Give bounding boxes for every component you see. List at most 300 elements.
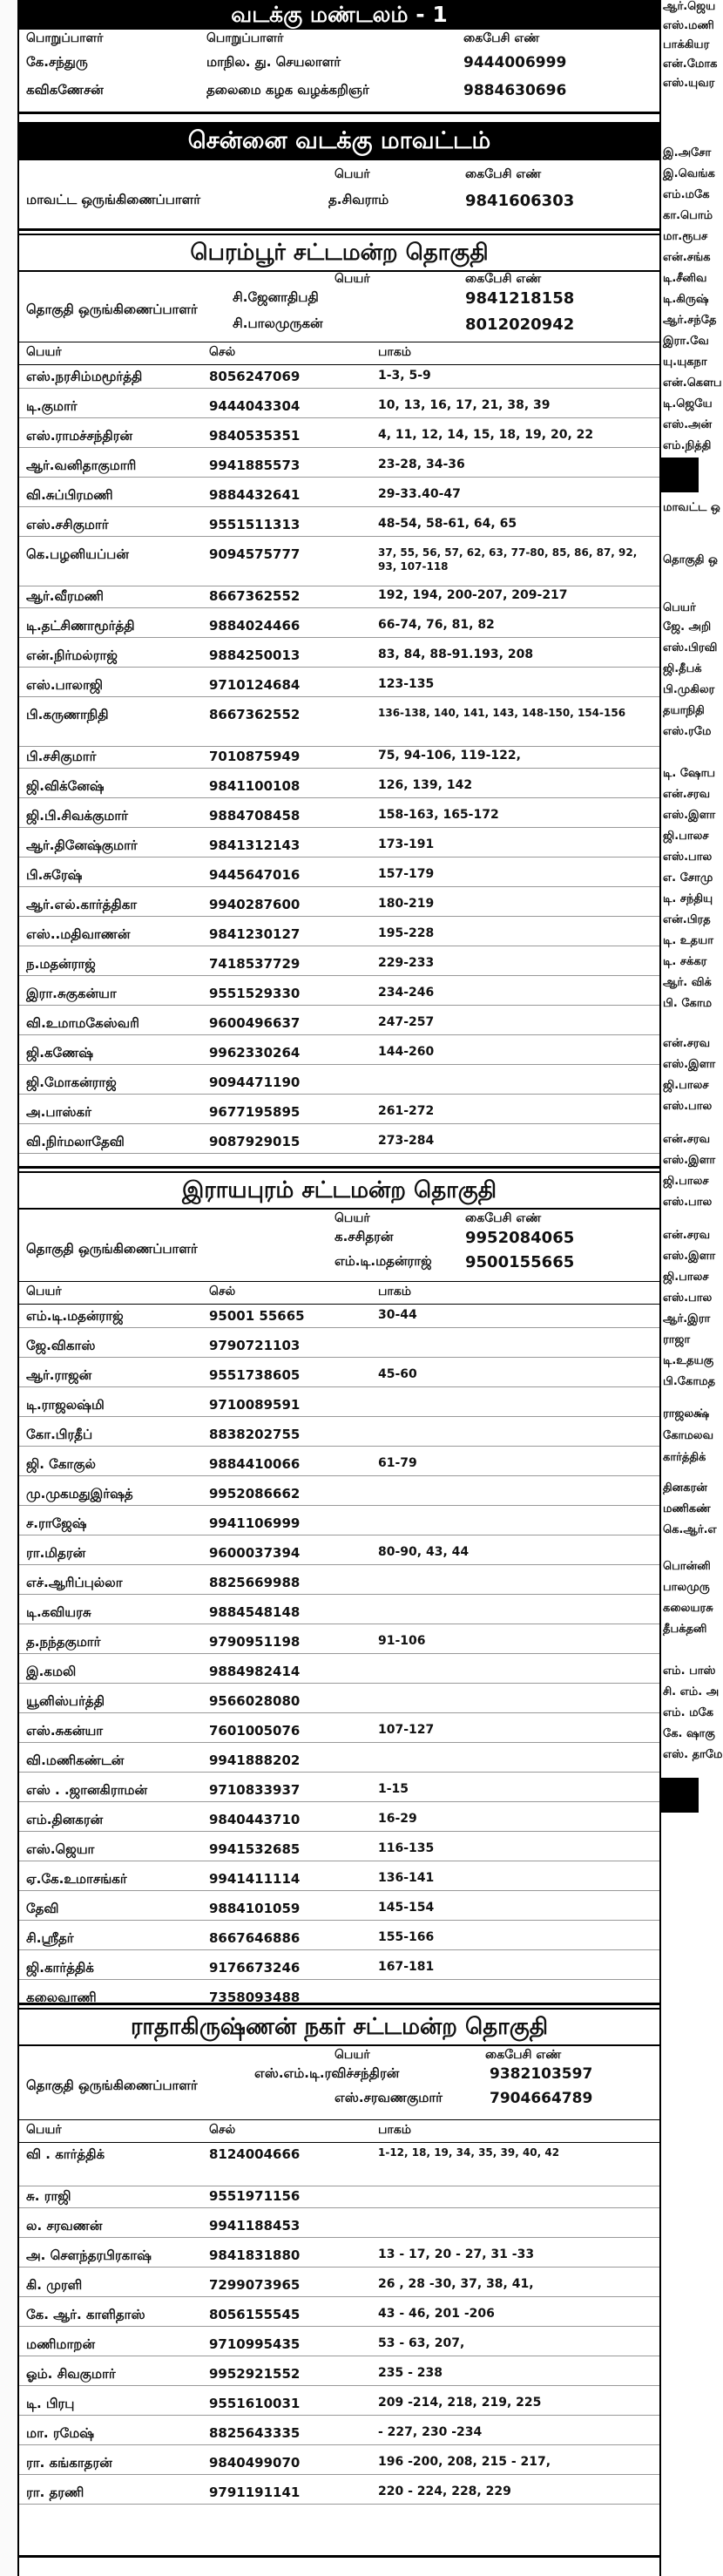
table-row: [19, 1454, 659, 1476]
phone-number: 9962330264: [209, 1045, 301, 1061]
clipped-text: சி. எம். அ: [663, 1685, 720, 1698]
phone-number: 9884630696: [463, 82, 567, 99]
phone-number: 9551738605: [209, 1367, 301, 1383]
table-row: [19, 2215, 659, 2238]
phone-number: 9094471190: [209, 1074, 301, 1090]
table-row: [19, 1957, 659, 1980]
person-name: ஆர்.ராஜன்: [26, 1367, 92, 1383]
phone-number: 9444006999: [463, 54, 567, 71]
table-row: [19, 894, 659, 917]
clipped-text: ஆர்.சந்தே: [663, 314, 717, 327]
phone-number: 7904664789: [490, 2090, 593, 2107]
booth-numbers: 45-60: [378, 1367, 417, 1381]
header-cell: செல்: [209, 345, 236, 359]
table-row: [19, 746, 659, 769]
table-row: [19, 544, 659, 586]
person-name: அ.பாஸ்கர்: [26, 1104, 91, 1120]
person-name: ஜி. கோகுல்: [26, 1456, 96, 1472]
person-name: எஸ்..மதிவாணன்: [26, 926, 131, 942]
chennai-north-headers: [19, 167, 659, 185]
booth-numbers: 167-181: [378, 1960, 435, 1974]
clipped-text: ராஜலக்ஷ்: [663, 1407, 710, 1420]
person-name: டி.குமார்: [26, 398, 78, 414]
phone-number: 8838202755: [209, 1427, 301, 1442]
phone-number: 9840499070: [209, 2455, 301, 2471]
phone-number: 8667362552: [209, 588, 301, 604]
header-responsible-1: பொறுப்பாளர்: [26, 31, 104, 45]
clipped-text: மணிகண்: [663, 1502, 711, 1515]
person-name: எம்.தினகரன்: [26, 1812, 104, 1827]
table-row: [19, 835, 659, 858]
person-name: என்.நிர்மல்ராஜ்: [26, 647, 118, 663]
person-name: ரா.மிதரன்: [26, 1545, 86, 1561]
person-name: ஜி.விக்னேஷ்: [26, 778, 105, 794]
clipped-text: மா.ரூபச: [663, 230, 708, 243]
clipped-text: என்.கௌப: [663, 376, 722, 390]
phone-number: 9840535351: [209, 428, 301, 444]
table-row: [19, 425, 659, 448]
table-row: [19, 776, 659, 798]
person-name: மு.முகமதுஇர்ஷத்: [26, 1486, 133, 1502]
person-name: கி. முரளி: [26, 2277, 83, 2293]
table-row: [19, 2144, 659, 2186]
person-name: பி.சுரேஷ்: [26, 867, 83, 883]
phone-number: 9566028080: [209, 1693, 301, 1709]
phone-number: 8825643335: [209, 2425, 301, 2441]
header-mobile: கைபேசி எண்: [465, 272, 542, 286]
table-row: [19, 1542, 659, 1565]
phone-number: 9941885573: [209, 458, 301, 473]
clipped-text: யு.யுகநா: [663, 356, 707, 369]
person-name: ஆர்.வனிதாகுமாரி: [26, 458, 137, 473]
clipped-banner: [661, 458, 699, 492]
table-row: [19, 805, 659, 828]
table-row: [19, 1305, 659, 1328]
phone-number: 9710124684: [209, 677, 301, 693]
clipped-text: டி.கிருஷ்: [663, 293, 709, 306]
booth-numbers: 247-257: [378, 1015, 435, 1029]
booth-numbers: 75, 94-106, 119-122,: [378, 749, 521, 763]
person-role: தலைமை கழக வழக்கறிஞர்: [206, 82, 369, 98]
clipped-text: எஸ்.இளா: [663, 1154, 716, 1167]
phone-number: 8012020942: [465, 315, 575, 334]
person-name: டி. பிரபு: [26, 2396, 75, 2411]
table-row: [19, 1483, 659, 1506]
phone-number: 9551511313: [209, 517, 301, 532]
phone-number: 8667362552: [209, 707, 301, 722]
table-row: [19, 1691, 659, 1713]
clipped-text: எம்.மகே: [663, 188, 710, 201]
main-column: [19, 0, 659, 2576]
clipped-text: பொன்னி: [663, 1560, 711, 1573]
phone-number: 9444043304: [209, 398, 301, 414]
booth-numbers: 220 - 224, 228, 229: [378, 2484, 511, 2498]
phone-number: 9094575777: [209, 546, 301, 562]
person-name: இ.கமலி: [26, 1664, 77, 1679]
person-name: இரா.சுகுகன்யா: [26, 986, 117, 1001]
person-name: ச.ராஜேஷ்: [26, 1515, 87, 1531]
clipped-text: எஸ்.பிரவி: [663, 641, 718, 654]
clipped-text: டி.ஜெயே: [663, 397, 713, 410]
booth-numbers: 192, 194, 200-207, 209-217: [378, 588, 568, 602]
person-name: எஸ்.ஜெயா: [26, 1841, 95, 1857]
booth-numbers: 144-260: [378, 1045, 435, 1059]
person-name: வி . கார்த்திக்: [26, 2146, 105, 2162]
table-row: [19, 1335, 659, 1358]
north-zone-headers: [19, 31, 659, 51]
clipped-text: எஸ்.அன்: [663, 418, 713, 431]
clipped-text: ஆர். விக்: [663, 976, 712, 989]
header-name: பெயர்: [334, 2048, 370, 2062]
phone-number: 7358093488: [209, 1990, 301, 2005]
clipped-text: என்.பிரத: [663, 913, 711, 926]
clipped-text: ஆர்.இரா: [663, 1312, 711, 1325]
table-row: [19, 1365, 659, 1387]
table-row: [19, 485, 659, 507]
person-name: ஏ.கே.உமாசங்கர்: [26, 1871, 127, 1887]
person-name: எஸ்.சரவணகுமார்: [334, 2090, 443, 2105]
header-name: பெயர்: [26, 1285, 62, 1298]
phone-number: 9884708458: [209, 808, 301, 824]
perambur-coord-headers: [19, 272, 659, 289]
phone-number: 9841831880: [209, 2247, 301, 2263]
clipped-text: எம். பாஸ்: [663, 1664, 716, 1678]
booth-numbers: 157-179: [378, 867, 435, 881]
person-role: மாநில. து. செயலாளர்: [206, 54, 341, 70]
person-name: வி.உமாமகேஸ்வரி: [26, 1015, 139, 1031]
clipped-text: பெயர்: [663, 601, 696, 614]
booth-numbers: 107-127: [378, 1723, 435, 1737]
phone-number: 9791191141: [209, 2484, 301, 2500]
header-mobile: கைபேசி எண்: [485, 2048, 562, 2062]
phone-number: 9884024466: [209, 618, 301, 634]
clipped-text: ஜி.பாலச: [663, 1079, 709, 1092]
booth-numbers: 13 - 17, 20 - 27, 31 -33: [378, 2247, 535, 2261]
table-row: [19, 2363, 659, 2386]
table-row: [19, 1042, 659, 1065]
person-name: ந.மதன்ராஜ்: [26, 956, 96, 972]
district-coordinator-row: [19, 192, 659, 216]
booth-numbers: 180-219: [378, 897, 435, 911]
clipped-text: ஆர்.ஜெய: [663, 0, 716, 13]
table-row: [19, 2393, 659, 2416]
clipped-text: கெ.ஆர்.எ: [663, 1523, 717, 1536]
phone-number: 9941188453: [209, 2218, 301, 2234]
booth-numbers: 29-33.40-47: [378, 487, 461, 501]
person-name: ஆர்.தினேஷ்குமார்: [26, 837, 138, 853]
clipped-text: எஸ்.யுவர: [663, 77, 715, 90]
clipped-text: கோமலவ: [663, 1429, 714, 1442]
person-name: பி.சசிகுமார்: [26, 749, 97, 764]
person-name: கவிகணேசன்: [26, 82, 104, 98]
header-name: பெயர்: [334, 272, 370, 286]
table-row: [19, 615, 659, 638]
booth-numbers: 1-12, 18, 19, 34, 35, 39, 40, 42: [378, 2146, 560, 2159]
clipped-text: தீபக்தனி: [663, 1623, 707, 1636]
table-row: [19, 953, 659, 976]
phone-number: 9884432641: [209, 487, 301, 503]
booth-numbers: 116-135: [378, 1841, 435, 1855]
table-row: [19, 1513, 659, 1535]
person-name: வி.நிர்மலாதேவி: [26, 1134, 125, 1149]
phone-number: 9600037394: [209, 1545, 301, 1561]
clipped-text: என்.சரவ: [663, 1037, 711, 1050]
header-mobile: கைபேசி எண்: [465, 1211, 542, 1225]
clipped-text: டி.சீனிவ: [663, 272, 707, 285]
person-name: ஓம். சிவகுமார்: [26, 2366, 116, 2382]
table-row: [19, 2423, 659, 2445]
royapuram-coordinators: [19, 1229, 659, 1278]
table-row: [19, 1013, 659, 1035]
phone-number: 8825669988: [209, 1575, 301, 1590]
rk-nagar-title: ராதாகிருஷ்ணன் நகர் சட்டமன்ற தொகுதி: [19, 2008, 659, 2046]
clipped-text: தொகுதி ஒ: [663, 553, 718, 566]
phone-number: 8056155545: [209, 2307, 301, 2322]
person-name: ஜி.பி.சிவக்குமார்: [26, 808, 129, 824]
booth-numbers: 66-74, 76, 81, 82: [378, 618, 495, 632]
rk-nagar-coordinators: [19, 2065, 659, 2116]
header-cell: செல்: [209, 2123, 236, 2137]
person-name: சி.பாலமுருகன்: [233, 315, 323, 331]
person-name: ரா. கங்காதரன்: [26, 2455, 112, 2471]
table-row: [19, 1868, 659, 1891]
person-name: எஸ்.சுகன்யா: [26, 1723, 104, 1739]
booth-numbers: 26 , 28 -30, 37, 38, 41,: [378, 2277, 534, 2291]
clipped-text: எம்.நித்தி: [663, 439, 712, 452]
clipped-text: இ.அசோ: [663, 146, 712, 159]
booth-numbers: 43 - 46, 201 -206: [378, 2307, 495, 2321]
booth-numbers: 1-3, 5-9: [378, 369, 431, 383]
role-label: மாவட்ட ஒருங்கிணைப்பாளர்: [26, 192, 201, 207]
header-cell: செல்: [209, 1285, 236, 1298]
booth-numbers: 196 -200, 208, 215 - 217,: [378, 2455, 551, 2469]
table-row: [19, 2482, 659, 2505]
phone-number: 9710995435: [209, 2336, 301, 2352]
person-name: கே. ஆர். காளிதாஸ்: [26, 2307, 145, 2322]
booth-numbers: 48-54, 58-61, 64, 65: [378, 517, 517, 531]
header-mobile: கைபேசி எண்: [463, 31, 540, 45]
phone-number: 9940287600: [209, 897, 301, 912]
phone-number: 9600496637: [209, 1015, 301, 1031]
clipped-text: ஜே. அறி: [663, 620, 712, 634]
person-name: ரா. தரணி: [26, 2484, 84, 2500]
phone-number: 9710089591: [209, 1397, 301, 1413]
table-row: [19, 1631, 659, 1654]
clipped-text: எஸ்.இளா: [663, 1058, 716, 1071]
north-zone-row: [19, 82, 659, 106]
clipped-text: ராஜா: [663, 1333, 691, 1346]
table-row: [19, 1779, 659, 1802]
clipped-text: தினகரன்: [663, 1481, 707, 1495]
header-responsible-2: பொறுப்பாளர்: [206, 31, 284, 45]
person-name: மா. ரமேஷ்: [26, 2425, 95, 2441]
booth-numbers: 145-154: [378, 1901, 435, 1915]
booth-numbers: 4, 11, 12, 14, 15, 18, 19, 20, 22: [378, 428, 594, 442]
booth-numbers: 173-191: [378, 837, 435, 851]
header-booth: பாகம்: [378, 1285, 411, 1298]
booth-numbers: 136-141: [378, 1871, 435, 1885]
table-row: [19, 675, 659, 697]
phone-number: 9551971156: [209, 2188, 301, 2204]
clipped-text: எஸ்.பால: [663, 1100, 713, 1113]
rk-nagar-coord-headers: [19, 2048, 659, 2065]
clipped-text: தயாநிதி: [663, 704, 705, 717]
phone-number: 9551610031: [209, 2396, 301, 2411]
clipped-text: டி. ஷோப: [663, 767, 716, 780]
table-row: [19, 1750, 659, 1773]
clipped-text: பி. கோம: [663, 997, 713, 1010]
north-zone-banner: வடக்கு மண்டலம் - 1: [19, 0, 659, 30]
phone-number: 9952086662: [209, 1486, 301, 1502]
phone-number: 9841606303: [465, 192, 575, 210]
person-name: மணிமாறன்: [26, 2336, 96, 2352]
booth-numbers: 23-28, 34-36: [378, 458, 465, 471]
person-name: டி.கவியரசு: [26, 1604, 91, 1620]
table-row: [19, 983, 659, 1006]
phone-number: 9176673246: [209, 1960, 301, 1976]
person-name: ஆர்.எல்.கார்த்திகா: [26, 897, 138, 912]
clipped-text: என்.சரவ: [663, 1133, 711, 1146]
header-mobile: கைபேசி எண்: [465, 167, 542, 181]
phone-number: 9941411114: [209, 1871, 301, 1887]
phone-number: 95001 55665: [209, 1308, 305, 1324]
phone-number: 9941106999: [209, 1515, 301, 1531]
clipped-text: டி. சக்கர: [663, 955, 707, 968]
table-row: [19, 2452, 659, 2475]
clipped-text: இரா.வே: [663, 335, 709, 348]
clipped-text: எஸ்.இளா: [663, 1250, 716, 1263]
person-name: யூனிஸ்பர்த்தி: [26, 1693, 105, 1709]
clipped-text: பாக்கியர: [663, 38, 710, 51]
clipped-text: இ.வெங்க: [663, 167, 715, 180]
clipped-text: எ. சோமு: [663, 871, 713, 885]
rk-nagar-col-headers: [19, 2123, 659, 2142]
person-name: கலைவாணி: [26, 1990, 97, 2005]
phone-number: 9941532685: [209, 1841, 301, 1857]
table-row: [19, 704, 659, 747]
phone-number: 7418537729: [209, 956, 301, 972]
royapuram-col-headers: [19, 1285, 659, 1304]
header-name: பெயர்: [334, 1211, 370, 1225]
booth-numbers: - 227, 230 -234: [378, 2425, 483, 2439]
clipped-text: டி.உதயகு: [663, 1354, 714, 1367]
clipped-text: எஸ்.பால: [663, 1196, 713, 1209]
phone-number: 9790951198: [209, 1634, 301, 1650]
phone-number: 9884982414: [209, 1664, 301, 1679]
table-row: [19, 2274, 659, 2297]
booth-numbers: 234-246: [378, 986, 435, 1000]
table-row: [19, 1661, 659, 1684]
booth-numbers: 91-106: [378, 1634, 426, 1648]
clipped-text: மாவட்ட ஒ: [663, 501, 720, 514]
person-name: பி.கருணாநிதி: [26, 707, 109, 722]
booth-numbers: 10, 13, 16, 17, 21, 38, 39: [378, 398, 551, 412]
table-row: [19, 864, 659, 887]
table-row: [19, 1102, 659, 1124]
person-name: சி.ஸ்ரீதர்: [26, 1930, 74, 1946]
table-row: [19, 645, 659, 668]
clipped-text: எம். மகே: [663, 1706, 714, 1719]
phone-number: 9841230127: [209, 926, 301, 942]
booth-numbers: 53 - 63, 207,: [378, 2336, 465, 2350]
person-name: ஆர்.வீரமணி: [26, 588, 104, 604]
person-name: சி.ஜேனாதிபதி: [233, 289, 319, 305]
clipped-text: எஸ்.பால: [663, 851, 713, 864]
person-name: க.சசிதரன்: [334, 1229, 394, 1244]
booth-numbers: 261-272: [378, 1104, 435, 1118]
booth-numbers: 83, 84, 88-91.193, 208: [378, 647, 534, 661]
phone-number: 9884101059: [209, 1901, 301, 1916]
person-name: த.நந்தகுமார்: [26, 1634, 101, 1650]
clipped-text: டி. உதயா: [663, 934, 714, 947]
person-name: எஸ் . .ஜானகிராமன்: [26, 1782, 148, 1798]
clipped-text: என்.மோக: [663, 58, 718, 71]
person-name: ஜி.கார்த்திக்: [26, 1960, 94, 1976]
clipped-text: என்.சங்க: [663, 251, 711, 264]
person-name: கெ.பழனியப்பன்: [26, 546, 129, 562]
table-row: [19, 455, 659, 478]
phone-number: 9884548148: [209, 1604, 301, 1620]
person-name: எஸ்.பாலாஜி: [26, 677, 104, 693]
table-row: [19, 396, 659, 418]
phone-number: 8667646886: [209, 1930, 301, 1946]
booth-numbers: 136-138, 140, 141, 143, 148-150, 154-156: [378, 707, 626, 719]
phone-number: 9952084065: [465, 1229, 575, 1247]
table-row: [19, 1839, 659, 1861]
booth-numbers: 123-135: [378, 677, 435, 691]
table-row: [19, 514, 659, 537]
person-name: எஸ்.நரசிம்மமூர்த்தி: [26, 369, 143, 384]
clipped-text: டி. சந்தியு: [663, 892, 713, 905]
person-name: தேவி: [26, 1901, 59, 1916]
header-booth: பாகம்: [378, 345, 411, 359]
table-row: [19, 1720, 659, 1743]
perambur-col-headers: [19, 345, 659, 364]
clipped-text: எஸ்.இளா: [663, 809, 716, 822]
table-row: [19, 1809, 659, 1832]
booth-numbers: 209 -214, 218, 219, 225: [378, 2396, 542, 2410]
booth-numbers: 37, 55, 56, 57, 62, 63, 77-80, 85, 86, 87, 92, 93, 107-118: [378, 546, 638, 573]
person-name: ஜி.கணேஷ்: [26, 1045, 94, 1061]
table-row: [19, 1424, 659, 1447]
chennai-north-banner: சென்னை வடக்கு மாவட்டம்: [19, 122, 659, 160]
person-name: வி.மணிகண்டன்: [26, 1752, 125, 1768]
person-name: எம்.டி.மதன்ராஜ்: [26, 1308, 124, 1324]
clipped-text: ஜி.பாலச: [663, 1271, 709, 1284]
booth-numbers: 158-163, 165-172: [378, 808, 499, 822]
booth-numbers: 1-15: [378, 1782, 409, 1796]
person-name: அ. சௌந்தரபிரகாஷ்: [26, 2247, 152, 2263]
phone-number: 8056247069: [209, 369, 301, 384]
person-name: டி.தட்சிணாமூர்த்தி: [26, 618, 135, 634]
phone-number: 9941888202: [209, 1752, 301, 1768]
clipped-text: எஸ்.ரமே: [663, 725, 712, 738]
phone-number: 9445647016: [209, 867, 301, 883]
header-name: பெயர்: [334, 167, 370, 181]
phone-number: 9841100108: [209, 778, 301, 794]
table-row: [19, 1131, 659, 1154]
person-name: கோ.பிரதீப்: [26, 1427, 93, 1442]
person-name: ஜே.விகாஸ்: [26, 1338, 96, 1353]
table-row: [19, 924, 659, 946]
right-column-clipped: [659, 0, 723, 2576]
phone-number: 9087929015: [209, 1134, 301, 1149]
booth-numbers: 195-228: [378, 926, 435, 940]
perambur-coordinators: [19, 289, 659, 342]
table-row: [19, 2245, 659, 2268]
header-name: பெயர்: [26, 345, 62, 359]
role-label: தொகுதி ஒருங்கிணைப்பாளர்: [26, 2078, 198, 2093]
